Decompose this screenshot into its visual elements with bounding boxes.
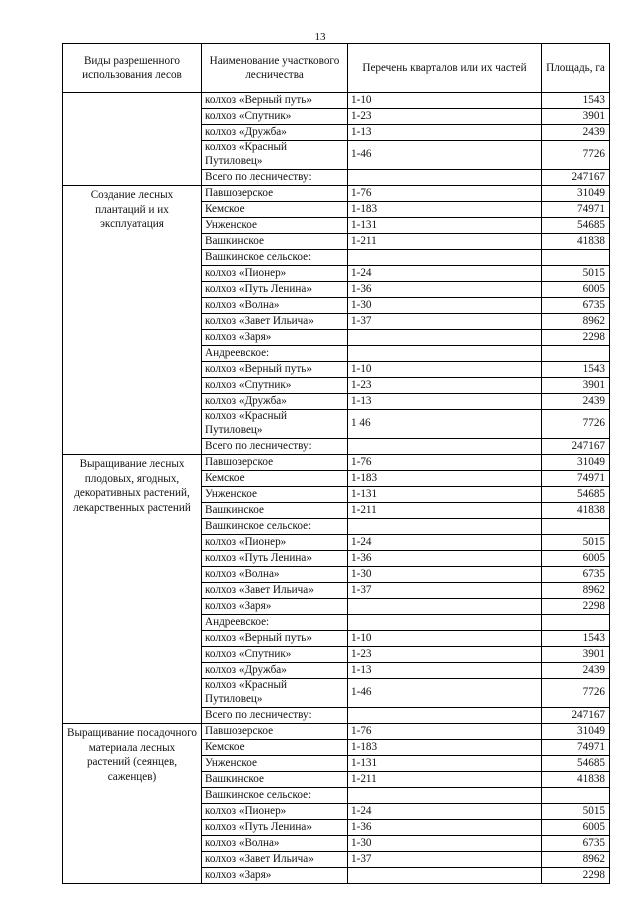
forestry-cell: Кемское <box>202 202 348 218</box>
forestry-cell: Кемское <box>202 471 348 487</box>
quarters-cell <box>348 439 542 455</box>
area-cell: 6735 <box>542 298 610 314</box>
quarters-cell <box>348 708 542 724</box>
use-type-cell <box>63 93 202 186</box>
forestry-cell: Всего по лесничеству: <box>202 708 348 724</box>
header-forestry: Наименование участкового лесничества <box>202 44 348 93</box>
table-row <box>63 93 610 109</box>
forestry-cell: колхоз «Верный путь» <box>202 631 348 647</box>
area-cell: 6005 <box>542 282 610 298</box>
area-cell: 6005 <box>542 551 610 567</box>
area-cell: 3901 <box>542 647 610 663</box>
area-cell: 74971 <box>542 740 610 756</box>
area-cell: 247167 <box>542 170 610 186</box>
forestry-cell: колхоз «Красный Путиловец» <box>202 141 348 170</box>
forestry-cell: колхоз «Верный путь» <box>202 362 348 378</box>
forestry-cell: колхоз «Дружба» <box>202 394 348 410</box>
area-cell: 2298 <box>542 330 610 346</box>
quarters-cell <box>348 250 542 266</box>
quarters-cell: 1-211 <box>348 772 542 788</box>
area-cell: 2439 <box>542 663 610 679</box>
forestry-cell: Унженское <box>202 218 348 234</box>
quarters-cell: 1-46 <box>348 679 542 708</box>
area-cell: 8962 <box>542 583 610 599</box>
forestry-cell: колхоз «Дружба» <box>202 125 348 141</box>
quarters-cell <box>348 788 542 804</box>
area-cell: 5015 <box>542 804 610 820</box>
forestry-cell: колхоз «Пионер» <box>202 804 348 820</box>
quarters-cell: 1-76 <box>348 186 542 202</box>
quarters-cell: 1 46 <box>348 410 542 439</box>
quarters-cell <box>348 868 542 884</box>
forestry-cell: Вашкинское сельское: <box>202 250 348 266</box>
forestry-cell: Павшозерское <box>202 186 348 202</box>
use-type-cell: Выращивание посадочного материала лесных растений (сеянцев, саженцев) <box>63 724 202 884</box>
area-cell: 1543 <box>542 631 610 647</box>
forestry-cell: Всего по лесничеству: <box>202 439 348 455</box>
quarters-cell: 1-37 <box>348 852 542 868</box>
table-header-row <box>63 44 610 93</box>
forestry-cell: колхоз «Спутник» <box>202 109 348 125</box>
area-cell <box>542 615 610 631</box>
forestry-cell: колхоз «Путь Ленина» <box>202 551 348 567</box>
table-row <box>63 186 610 202</box>
quarters-cell: 1-10 <box>348 631 542 647</box>
area-cell: 54685 <box>542 756 610 772</box>
quarters-cell: 1-36 <box>348 551 542 567</box>
use-type-cell: Выращивание лесных плодовых, ягодных, декоративных растений, лекарственных растений <box>63 455 202 724</box>
area-cell: 8962 <box>542 314 610 330</box>
forestry-cell: колхоз «Дружба» <box>202 663 348 679</box>
forestry-cell: Андреевское: <box>202 346 348 362</box>
quarters-cell: 1-23 <box>348 647 542 663</box>
forestry-cell: Вашкинское <box>202 234 348 250</box>
forestry-cell: колхоз «Заря» <box>202 599 348 615</box>
forestry-cell: колхоз «Волна» <box>202 298 348 314</box>
header-quarters: Перечень кварталов или их частей <box>348 44 542 93</box>
quarters-cell: 1-23 <box>348 378 542 394</box>
forestry-cell: колхоз «Завет Ильича» <box>202 852 348 868</box>
forestry-cell: колхоз «Спутник» <box>202 647 348 663</box>
quarters-cell: 1-30 <box>348 298 542 314</box>
forestry-cell: колхоз «Верный путь» <box>202 93 348 109</box>
forestry-cell: Андреевское: <box>202 615 348 631</box>
forestry-cell: колхоз «Путь Ленина» <box>202 282 348 298</box>
forestry-cell: колхоз «Красный Путиловец» <box>202 410 348 439</box>
quarters-cell: 1-37 <box>348 583 542 599</box>
forestry-cell: колхоз «Завет Ильича» <box>202 583 348 599</box>
forestry-cell: колхоз «Красный Путиловец» <box>202 679 348 708</box>
quarters-cell: 1-183 <box>348 471 542 487</box>
quarters-cell: 1-24 <box>348 266 542 282</box>
quarters-cell: 1-30 <box>348 567 542 583</box>
forestry-cell: колхоз «Заря» <box>202 868 348 884</box>
forestry-cell: колхоз «Завет Ильича» <box>202 314 348 330</box>
area-cell: 6735 <box>542 836 610 852</box>
forestry-cell: Всего по лесничеству: <box>202 170 348 186</box>
area-cell: 247167 <box>542 439 610 455</box>
quarters-cell: 1-131 <box>348 218 542 234</box>
quarters-cell <box>348 170 542 186</box>
quarters-cell <box>348 330 542 346</box>
quarters-cell: 1-37 <box>348 314 542 330</box>
area-cell <box>542 250 610 266</box>
area-cell: 2298 <box>542 599 610 615</box>
quarters-cell: 1-13 <box>348 125 542 141</box>
quarters-cell <box>348 346 542 362</box>
quarters-cell <box>348 599 542 615</box>
quarters-cell: 1-10 <box>348 93 542 109</box>
quarters-cell: 1-46 <box>348 141 542 170</box>
area-cell: 54685 <box>542 218 610 234</box>
area-cell: 41838 <box>542 503 610 519</box>
quarters-cell: 1-131 <box>348 756 542 772</box>
quarters-cell: 1-131 <box>348 487 542 503</box>
area-cell: 5015 <box>542 535 610 551</box>
area-cell: 3901 <box>542 109 610 125</box>
quarters-cell: 1-24 <box>348 804 542 820</box>
header-area: Площадь, га <box>542 44 610 93</box>
area-cell: 247167 <box>542 708 610 724</box>
forestry-cell: Унженское <box>202 756 348 772</box>
area-cell: 6735 <box>542 567 610 583</box>
quarters-cell: 1-13 <box>348 663 542 679</box>
forestry-cell: колхоз «Заря» <box>202 330 348 346</box>
forestry-cell: колхоз «Спутник» <box>202 378 348 394</box>
area-cell: 2439 <box>542 125 610 141</box>
area-cell: 8962 <box>542 852 610 868</box>
area-cell: 41838 <box>542 772 610 788</box>
forestry-cell: Павшозерское <box>202 455 348 471</box>
page-number: 13 <box>314 31 326 43</box>
area-cell: 1543 <box>542 93 610 109</box>
area-cell: 7726 <box>542 679 610 708</box>
quarters-cell: 1-183 <box>348 202 542 218</box>
table-row <box>63 724 610 740</box>
header-use-type: Виды разрешенного использования лесов <box>63 44 202 93</box>
quarters-cell: 1-10 <box>348 362 542 378</box>
area-cell: 2439 <box>542 394 610 410</box>
quarters-cell <box>348 519 542 535</box>
forestry-cell: колхоз «Пионер» <box>202 535 348 551</box>
area-cell: 31049 <box>542 724 610 740</box>
forestry-cell: Кемское <box>202 740 348 756</box>
area-cell: 54685 <box>542 487 610 503</box>
area-cell: 31049 <box>542 186 610 202</box>
forestry-cell: колхоз «Волна» <box>202 567 348 583</box>
quarters-cell: 1-13 <box>348 394 542 410</box>
forestry-cell: Павшозерское <box>202 724 348 740</box>
area-cell: 31049 <box>542 455 610 471</box>
quarters-cell: 1-76 <box>348 455 542 471</box>
area-cell: 2298 <box>542 868 610 884</box>
quarters-cell: 1-211 <box>348 503 542 519</box>
table-body <box>63 93 610 884</box>
area-cell: 7726 <box>542 410 610 439</box>
quarters-cell: 1-36 <box>348 820 542 836</box>
area-cell: 1543 <box>542 362 610 378</box>
area-cell <box>542 788 610 804</box>
forestry-cell: Вашкинское сельское: <box>202 519 348 535</box>
area-cell: 5015 <box>542 266 610 282</box>
forestry-cell: колхоз «Путь Ленина» <box>202 820 348 836</box>
forestry-cell: Вашкинское <box>202 503 348 519</box>
forestry-cell: Вашкинское <box>202 772 348 788</box>
area-cell: 41838 <box>542 234 610 250</box>
quarters-cell: 1-24 <box>348 535 542 551</box>
area-cell: 7726 <box>542 141 610 170</box>
area-cell: 3901 <box>542 378 610 394</box>
forestry-cell: Вашкинское сельское: <box>202 788 348 804</box>
quarters-cell: 1-30 <box>348 836 542 852</box>
quarters-cell: 1-183 <box>348 740 542 756</box>
use-type-cell: Создание лесных плантаций и их эксплуатация <box>63 186 202 455</box>
forest-use-table <box>62 43 610 884</box>
quarters-cell: 1-23 <box>348 109 542 125</box>
area-cell: 6005 <box>542 820 610 836</box>
area-cell <box>542 519 610 535</box>
forestry-cell: Унженское <box>202 487 348 503</box>
table-row <box>63 455 610 471</box>
forestry-cell: колхоз «Волна» <box>202 836 348 852</box>
area-cell: 74971 <box>542 471 610 487</box>
forestry-cell: колхоз «Пионер» <box>202 266 348 282</box>
area-cell: 74971 <box>542 202 610 218</box>
area-cell <box>542 346 610 362</box>
quarters-cell: 1-76 <box>348 724 542 740</box>
quarters-cell: 1-211 <box>348 234 542 250</box>
quarters-cell: 1-36 <box>348 282 542 298</box>
quarters-cell <box>348 615 542 631</box>
